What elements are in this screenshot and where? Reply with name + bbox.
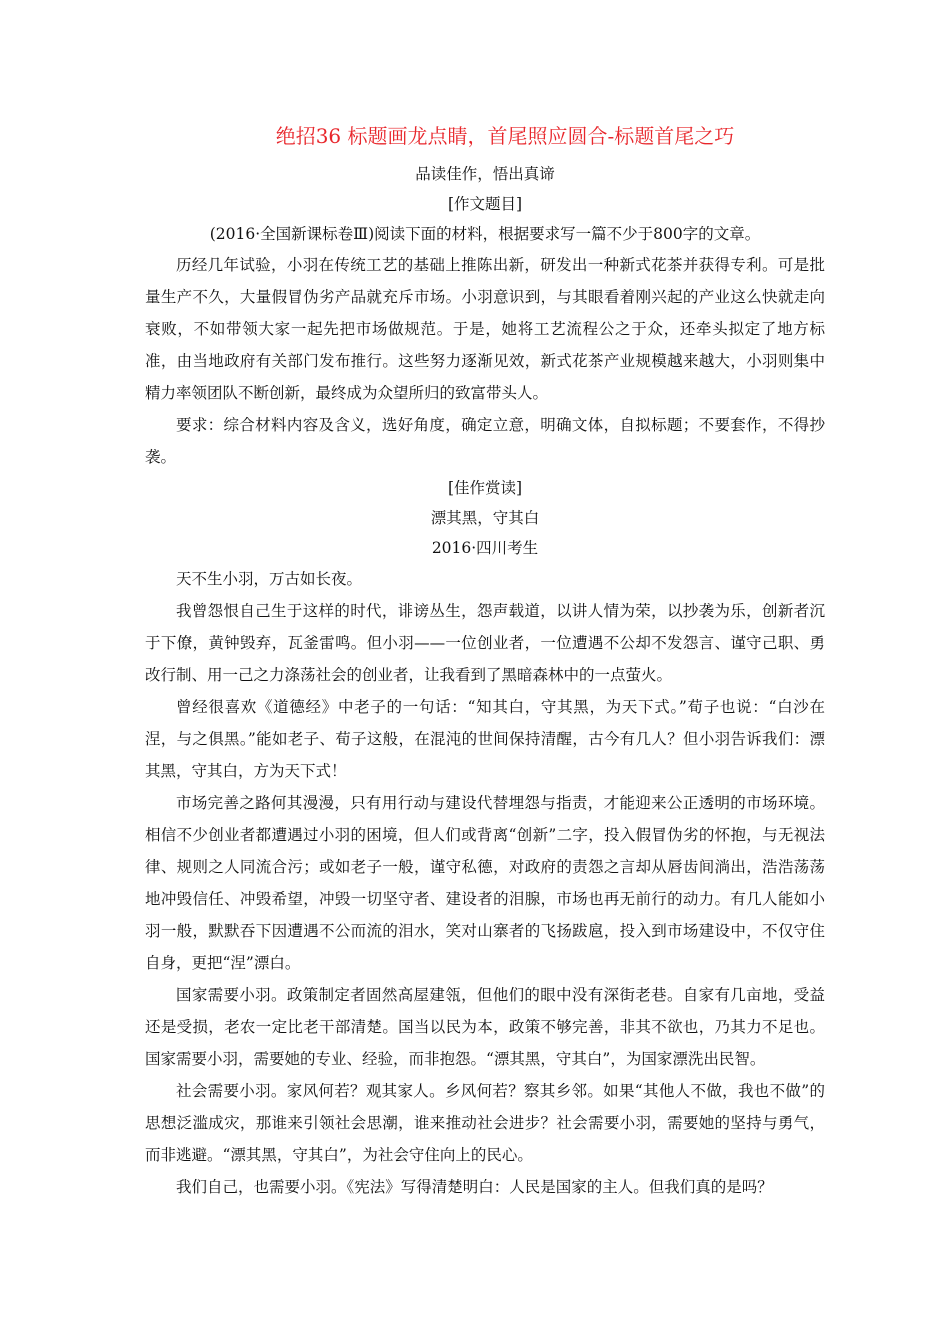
essay-paragraph: 我们自己，也需要小羽。《宪法》写得清楚明白：人民是国家的主人。但我们真的是吗？ (176, 1178, 773, 1196)
document-title: 绝招36 标题画龙点睛，首尾照应圆合-标题首尾之巧 (275, 124, 735, 148)
subtitle: 品读佳作，悟出真谛 (415, 165, 555, 183)
essay-paragraph: 我曾怨恨自己生于这样的时代，诽谤丛生，怨声载道，以讲人情为荣，以抄袭为乐，创新者沉于下僚，黄钟毁弃，瓦釜雷鸣。但小羽——一位创业者，一位遭遇不公却不发怨言、谨守己职、勇改行制、用一己之力涤荡社会的创业者，让我看到了黑暗森林中的一点萤火。 (145, 602, 825, 684)
section-heading-prompt: [作文题目] (447, 195, 523, 213)
essay-paragraph: 天不生小羽，万古如长夜。 (176, 570, 363, 588)
essay-paragraph: 市场完善之路何其漫漫，只有用行动与建设代替埋怨与指责，才能迎来公正透明的市场环境。相信不少创业者都遭遇过小羽的困境，但人们或背离“创新”二字，投入假冒伪劣的怀抱，与无视法律、规则之人同流合污；或如老子一般，谨守私德，对政府的责怨之言却从唇齿间淌出，浩浩荡荡地冲毁信任、冲毁希望，冲毁一切坚守者、建设者的泪腺，市场也再无前行的动力。有几人能如小羽一般，默默吞下因遭遇不公而流的泪水，笑对山寨者的飞扬跋扈，投入到市场建设中，不仅守住自身，更把“涅”漂白。 (145, 794, 825, 972)
prompt-paragraph: 历经几年试验，小羽在传统工艺的基础上推陈出新，研发出一种新式花茶并获得专利。可是批量生产不久，大量假冒伪劣产品就充斥市场。小羽意识到，与其眼看着刚兴起的产业这么快就走向衰败，不如带领大家一起先把市场做规范。于是，她将工艺流程公之于众，还牵头拟定了地方标准，由当地政府有关部门发布推行。这些努力逐渐见效，新式花茶产业规模越来越大，小羽则集中精力率领团队不断创新，最终成为众望所归的致富带头人。 (145, 256, 825, 402)
essay-title: 漂其黑，守其白 (430, 509, 540, 527)
prompt-source: (2016·全国新课标卷Ⅲ)阅读下面的材料，根据要求写一篇不少于800字的文章。 (209, 225, 761, 243)
document-page (145, 121, 825, 1203)
essay-paragraph: 社会需要小羽。家风何若？观其家人。乡风何若？察其乡邻。如果“其他人不做，我也不做”的思想泛滥成灾，那谁来引领社会思潮，谁来推动社会进步？社会需要小羽，需要她的坚持与勇气，而非逃避。“漂其黑，守其白”，为社会守住向上的民心。 (145, 1082, 825, 1164)
section-heading-essay: [佳作赏读] (447, 479, 523, 497)
essay-author: 2016·四川考生 (431, 539, 539, 557)
requirement-paragraph: 要求：综合材料内容及含义，选好角度，确定立意，明确文体，自拟标题；不要套作，不得抄袭。 (145, 416, 825, 466)
essay-paragraph: 曾经很喜欢《道德经》中老子的一句话：“知其白，守其黑，为天下式。”荀子也说：“白沙在涅，与之俱黑。”能如老子、荀子这般，在混沌的世间保持清醒，古今有几人？但小羽告诉我们：漂其黑，守其白，方为天下式！ (145, 698, 825, 780)
essay-paragraph: 国家需要小羽。政策制定者固然高屋建瓴，但他们的眼中没有深街老巷。自家有几亩地，受益还是受损，老农一定比老干部清楚。国当以民为本，政策不够完善，非其不欲也，乃其力不足也。国家需要小羽，需要她的专业、经验，而非抱怨。“漂其黑，守其白”，为国家漂洗出民智。 (145, 986, 825, 1068)
